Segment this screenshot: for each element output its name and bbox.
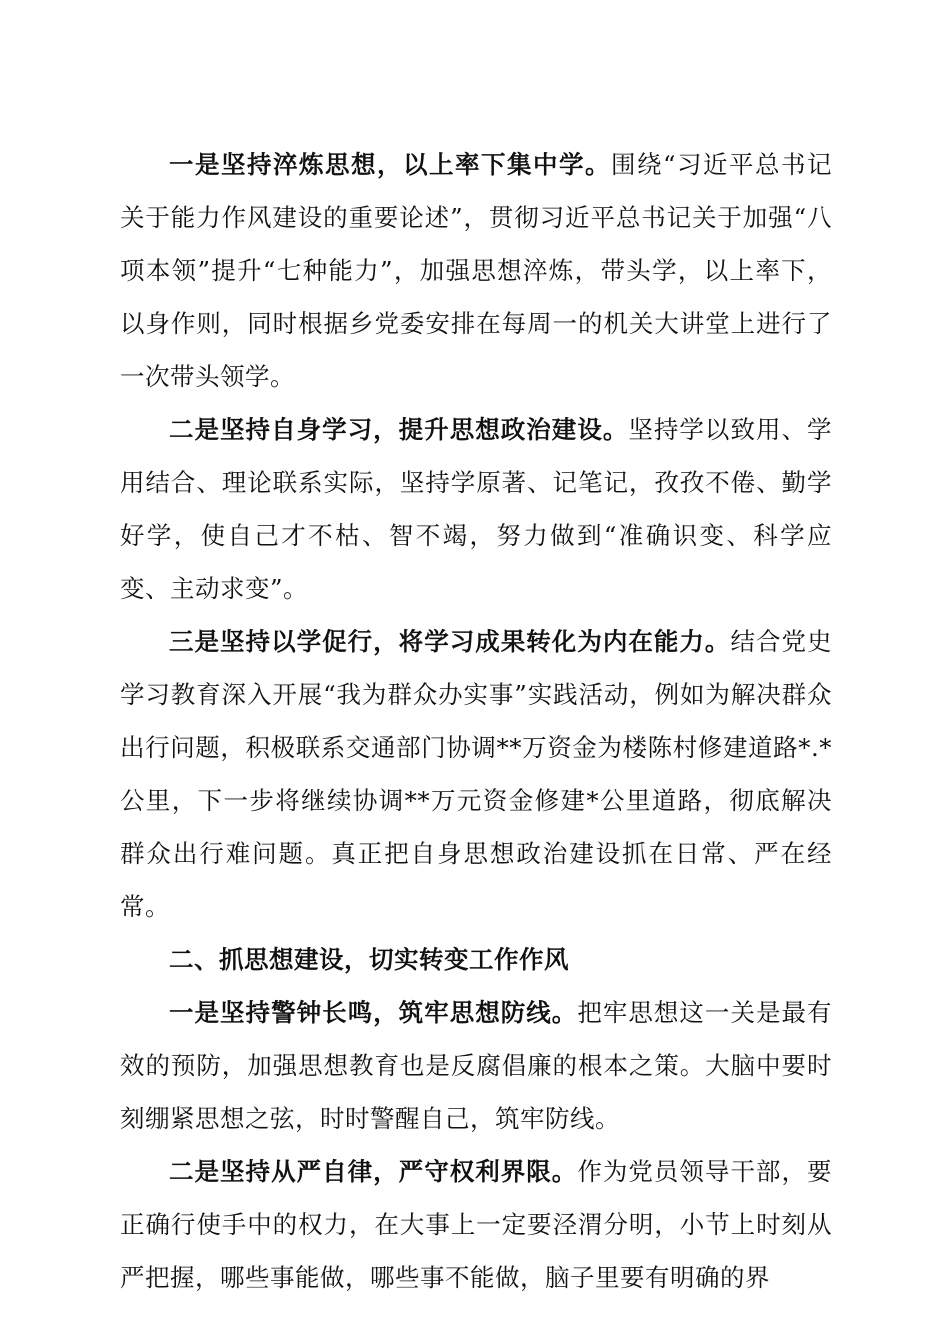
paragraph-1-lead: 一是坚持淬炼思想，以上率下集中学。: [169, 150, 611, 179]
paragraph-2: [120, 403, 832, 615]
paragraph-3-lead: 三是坚持以学促行，将学习成果转化为内在能力。: [169, 627, 731, 656]
paragraph-4-lead: 一是坚持警钟长鸣，筑牢思想防线。: [169, 998, 578, 1027]
paragraph-4-text: 把牢思想这一关是最有效的预防，加强思想教育也是反腐倡廉的根本之策。大脑中要时刻绷紧思想之弦，时时警醒自己，筑牢防线。: [120, 998, 833, 1133]
document-page: [120, 138, 832, 1304]
paragraph-3-text: 结合党史学习教育深入开展“我为群众办实事”实践活动，例如为解决群众出行问题，积极联系交通部门协调**万资金为楼陈村修建道路*.*公里，下一步将继续协调**万元资金修建*公里道路，彻底解决群众出行难问题。真正把自身思想政治建设抓在日常、严在经常。: [120, 627, 832, 921]
paragraph-2-lead: 二是坚持自身学习，提升思想政治建设。: [169, 415, 629, 444]
paragraph-1-text: 围绕“习近平总书记关于能力作风建设的重要论述”，贯彻习近平总书记关于加强“八项本领”提升“七种能力”，加强思想淬炼，带头学，以上率下，以身作则，同时根据乡党委安排在每周一的机关大讲堂上进行了一次带头领学。: [120, 150, 832, 391]
paragraph-2-text: 坚持学以致用、学用结合、理论联系实际，坚持学原著、记笔记，孜孜不倦、勤学好学，使自己才不枯、智不竭，努力做到“准确识变、科学应变、主动求变”。: [120, 415, 832, 603]
paragraph-3: [120, 615, 832, 933]
paragraph-4: [120, 986, 832, 1145]
paragraph-5-lead: 二是坚持从严自律，严守权利界限。: [169, 1157, 578, 1186]
paragraph-1: [120, 138, 832, 403]
section-heading: 二、抓思想建设，切实转变工作作风: [169, 945, 569, 974]
paragraph-5: [120, 1145, 832, 1304]
paragraph-5-text: 作为党员领导干部，要正确行使手中的权力，在大事上一定要泾渭分明，小节上时刻从严把握，哪些事能做，哪些事不能做，脑子里要有明确的界: [120, 1157, 833, 1292]
